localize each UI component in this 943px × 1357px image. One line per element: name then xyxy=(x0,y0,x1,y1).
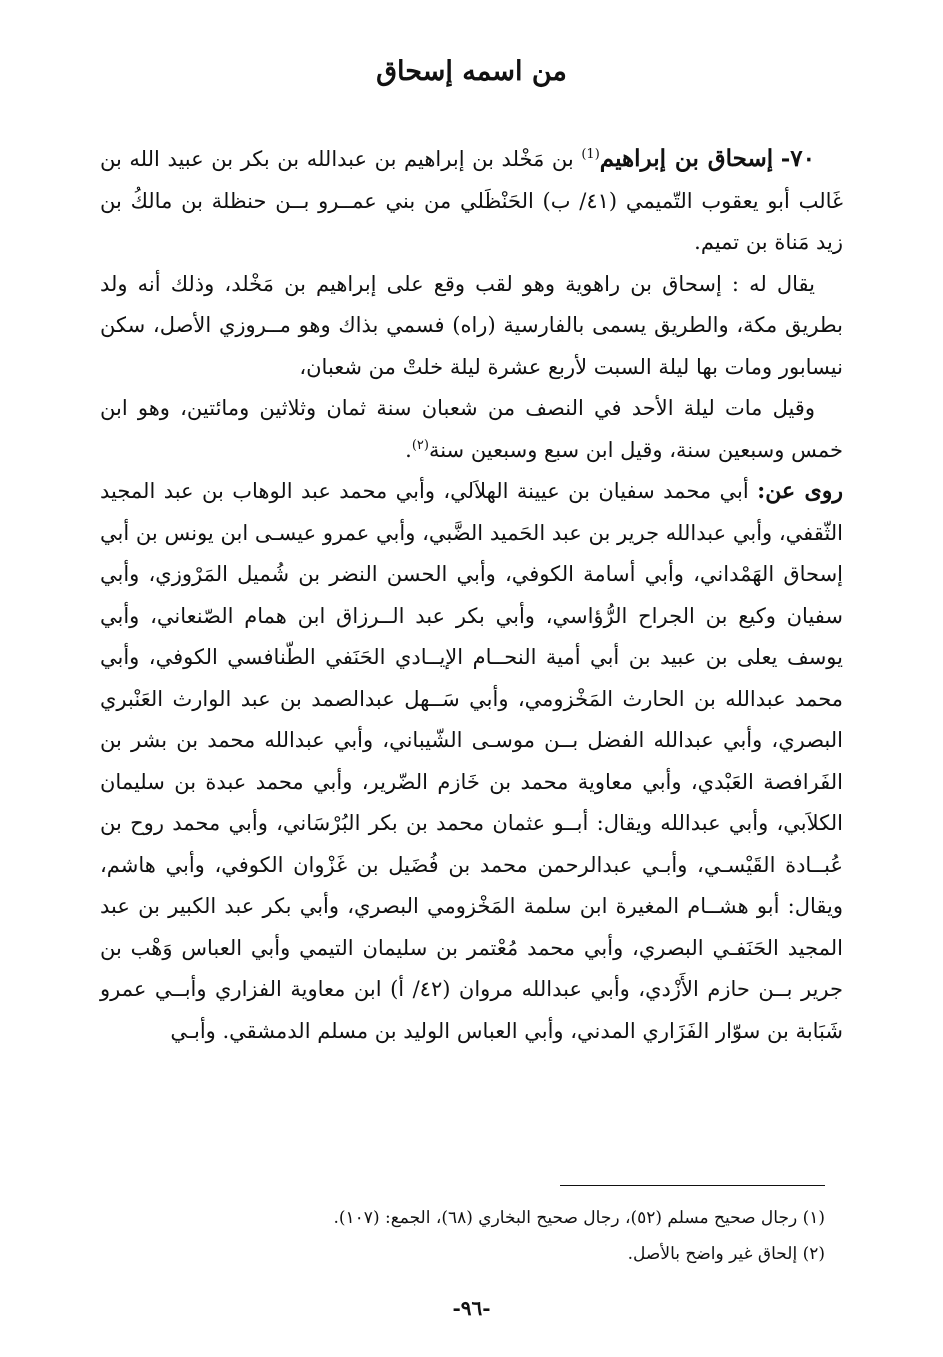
main-text xyxy=(100,138,843,1052)
footnotes xyxy=(100,1200,825,1272)
paragraph-death xyxy=(100,388,843,471)
paragraph-death-end: . xyxy=(405,437,412,462)
footnote-1: (١) رجال صحيح مسلم (٥٢)، رجال صحيح البخاري (٦٨)، الجمع: (١٠٧). xyxy=(333,1208,825,1228)
entry-number: ٧٠- xyxy=(780,145,815,173)
footnote-ref-1: (1) xyxy=(581,147,600,163)
footnote-2: (٢) إلحاق غير واضح بالأصل. xyxy=(627,1244,825,1264)
paragraph-nickname: يقال له : إسحاق بن راهوية وهو لقب وقع على إبراهيم بن مَخْلد، وذلك أنه ولد بطريق مكة، والطريق يسمى بالفارسية (راه) فسمي بذاك وهو مــروزي الأصل، سكن نيسابور ومات بها ليلة السبت لأربع عشرة ليلة خلتْ من شعبان، xyxy=(100,271,843,379)
page-number: -٩٦- xyxy=(452,1296,491,1320)
entry-lineage: بن مَخْلد بن إبراهيم بن عبدالله بن بكر بن عبيد الله بن غَالب أبو يعقوب التّميمي (٤١/ ب) الحَنْظَلي من بني عمــرو بــن حنظلة بن مالكُ بن زيد مَناة بن تميم. xyxy=(100,147,843,255)
chapter-title: من اسمه إسحاق xyxy=(376,56,567,87)
footnote-ref-2: (٢) xyxy=(411,437,429,453)
narration-paragraph xyxy=(100,471,843,1052)
narration-label: روى عن: xyxy=(757,478,843,505)
narration-text: أبي محمد سفيان بن عيينة الهلاَلي، وأبي محمد عبد الوهاب بن عبد المجيد الثّقفي، وأبي عبدالله جرير بن عبد الحَميد الضَّبي، وأبي عمرو عيسـى ابن يونس بن أبي إسحاق الهَمْداني، وأبي أسامة الكوفي، وأبي الحسن النضر بن شُميل المَرْوزي، وأبي سفيان وكيع بن الجراح الرُّؤاسي، وأبي بكر عبد الــرزاق ابن همام الصّنعاني، وأبي يوسف يعلى بن عبيد بن أبي أمية النحــام الإيــادي الحَنَفي الطّنافسي الكوفي، وأبي محمد عبدالله بن الحارث المَخْزومي، وأبي سَــهل عبدالصمد بن عبد الوارث العَنْبري البصري، وأبي عبدالله الفضل بــن موسـى الشّيباني، وأبي عبدالله محمد بن بشر بن الفَرافصة العَبْدي، وأبي معاوية محمد بن خَازم الضّرير، وأبي محمد عبدة بن سليمان الكلاَبي، وأبي عبدالله ويقال: أبــو عثمان محمد بن بكر البُرْسَاني، وأبي محمد روح بن عُبــادة القَيْسـي، وأبـي عبدالرحمن محمد بن فُضَيل بن غَزْوان الكوفي، وأبي هاشم، ويقال: أبو هشــام المغيرة ابن سلمة المَخْزومي البصري، وأبي بكر عبد الكبير بن عبد المجيد الحَنَفـي البصري، وأبي محمد مُعْتمر بن سليمان التيمي وأبي العباس وَهْب بن جرير بــن حازم الأَزْدي، وأبي عبدالله مروان (٤٢/ أ) ابن معاوية الفزاري وأبــي عمرو شَبَابة بن سوّار الفَزَاري المدني، وأبي العباس الوليد بن مسلم الدمشقي. وأبـي xyxy=(100,479,843,1043)
entry-paragraph xyxy=(100,138,843,264)
footnote-divider xyxy=(560,1185,825,1186)
entry-heading: إسحاق بن إبراهيم xyxy=(599,145,774,173)
paragraph-death-text: وقيل مات ليلة الأحد في النصف من شعبان سنة ثمان وثلاثين ومائتين، وهو ابن خمس وسبعين سنة، وقيل ابن سبع وسبعين سنة xyxy=(100,396,843,462)
